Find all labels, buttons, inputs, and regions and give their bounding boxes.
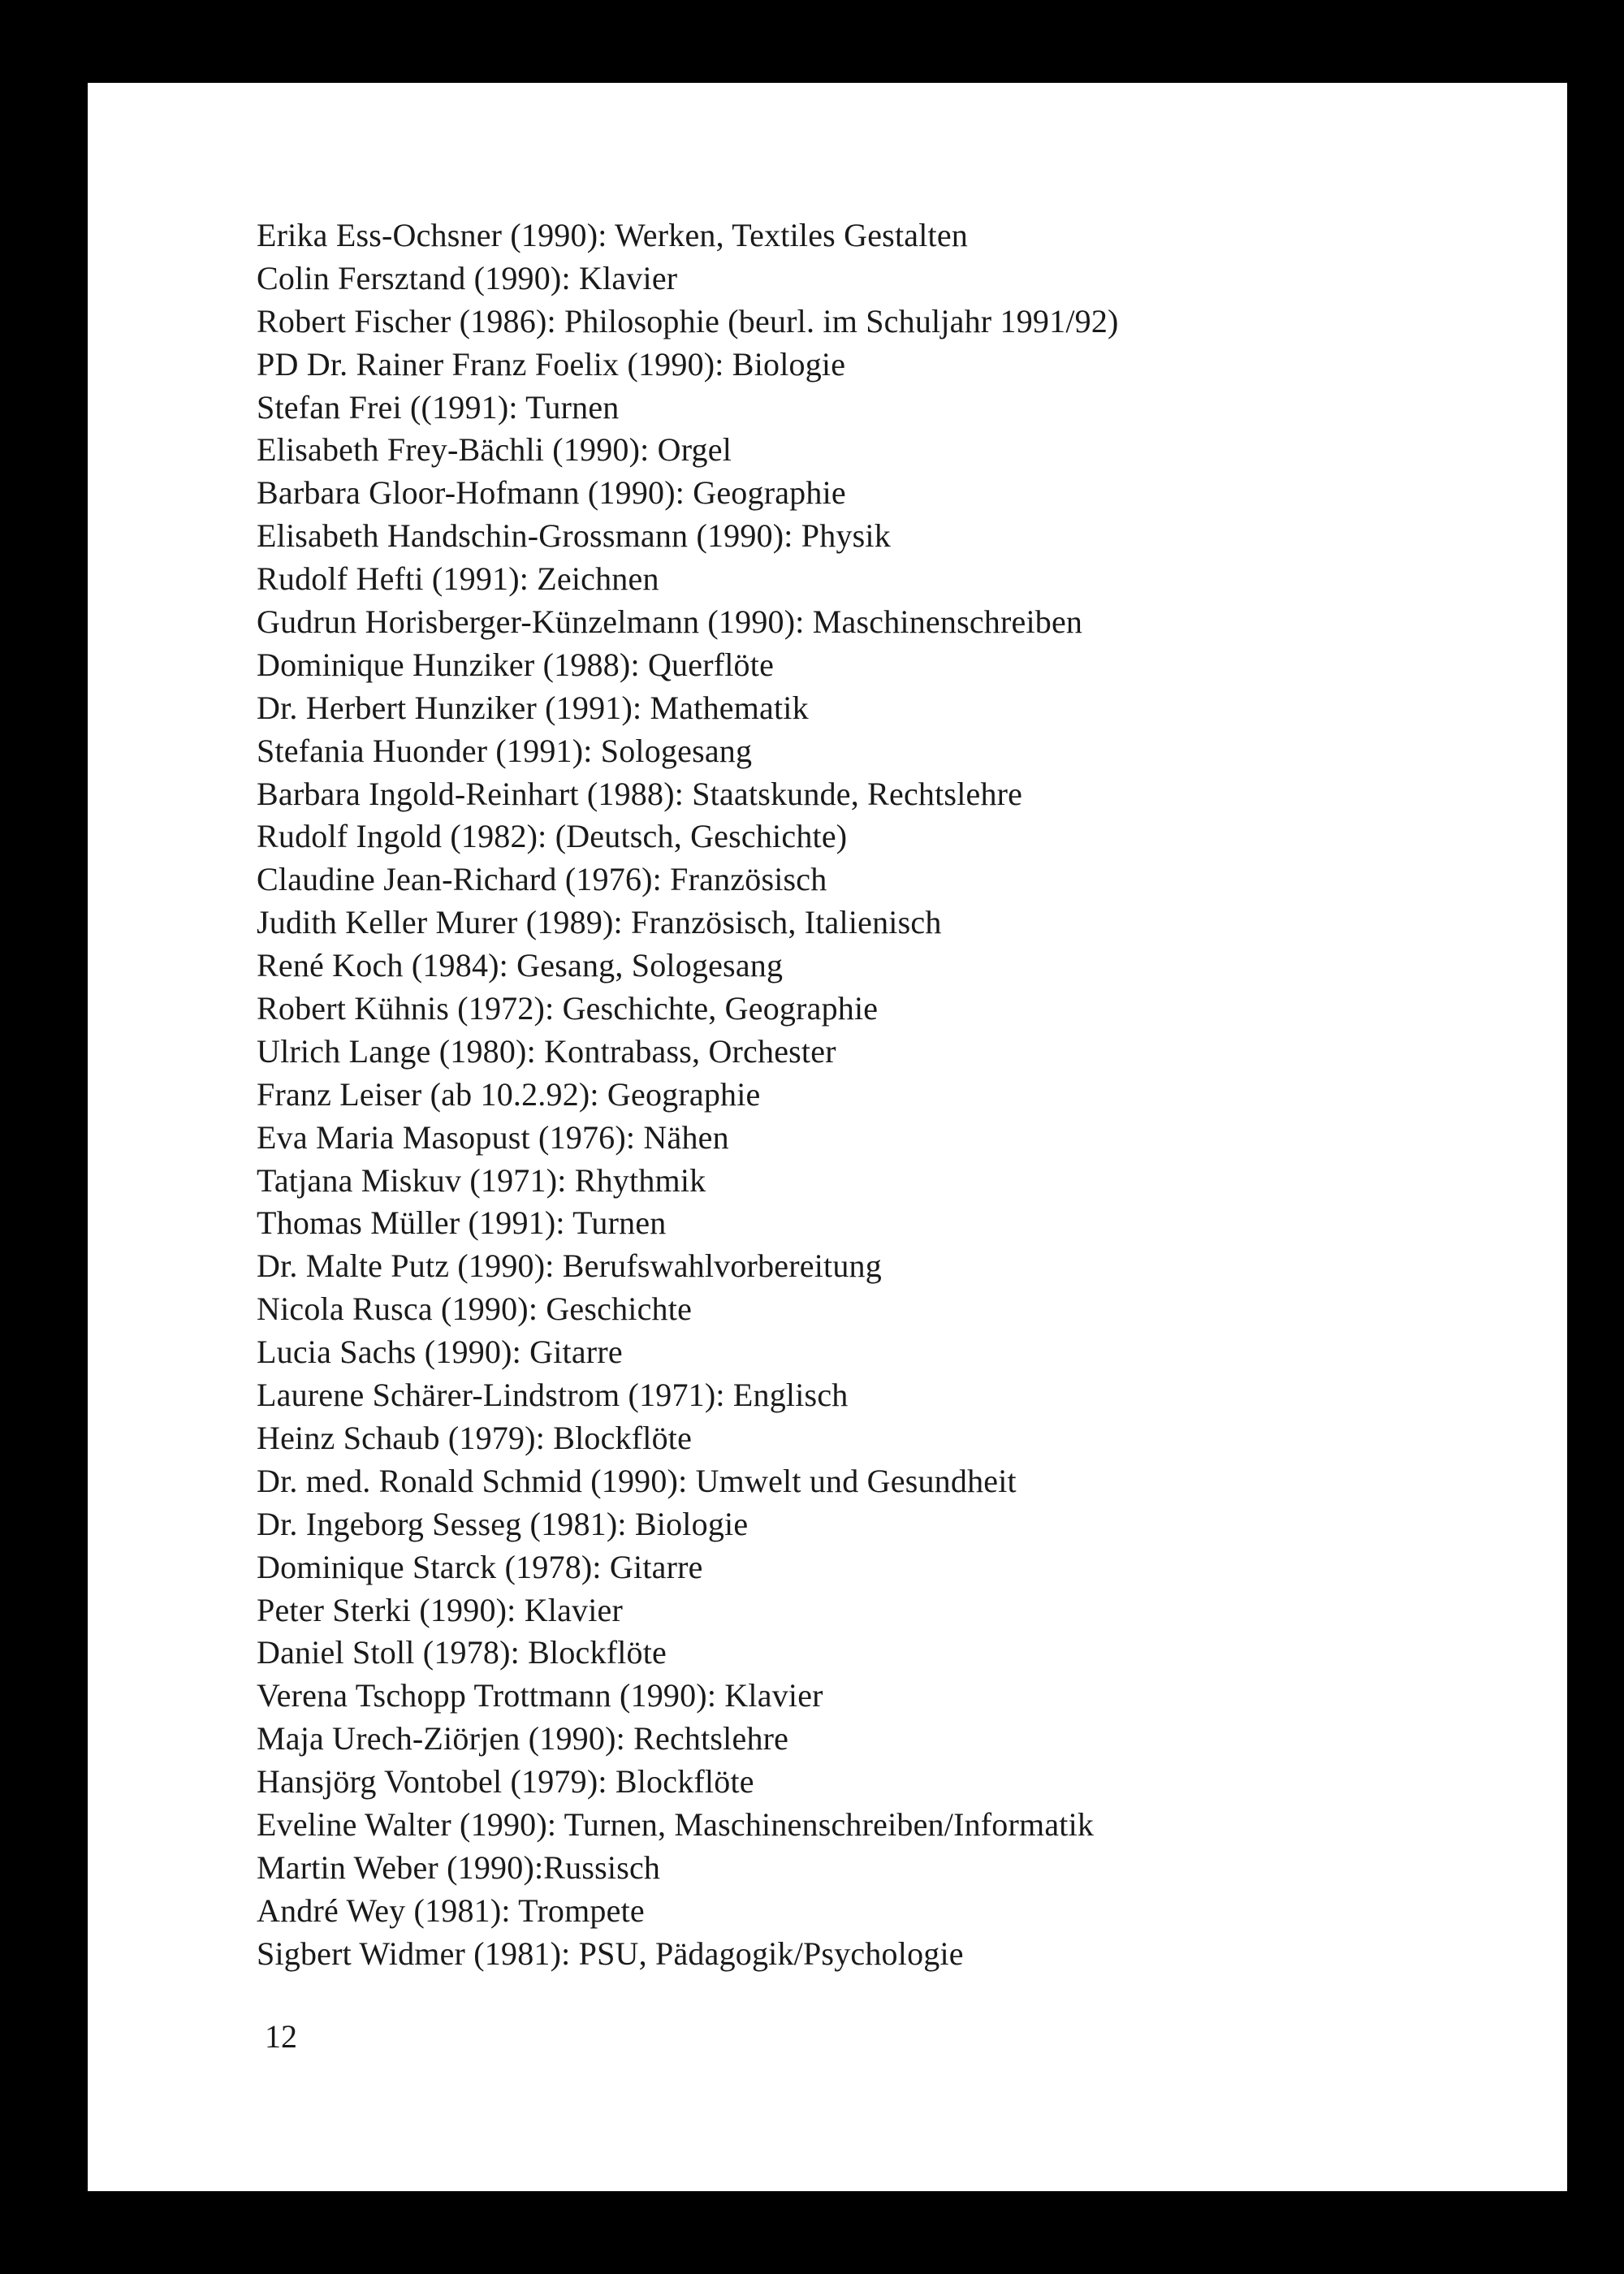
- list-item: Dominique Hunziker (1988): Querflöte: [257, 646, 775, 683]
- list-item: Franz Leiser (ab 10.2.92): Geographie: [257, 1075, 761, 1113]
- list-item: Hansjörg Vontobel (1979): Blockflöte: [257, 1763, 754, 1801]
- list-item: Barbara Ingold-Reinhart (1988): Staatskunde, Rechtslehre: [257, 775, 1023, 812]
- list-item: Robert Kühnis (1972): Geschichte, Geographie: [257, 990, 879, 1027]
- list-item: Sigbert Widmer (1981): PSU, Pädagogik/Psychologie: [257, 1935, 964, 1972]
- list-item: Peter Sterki (1990): Klavier: [257, 1591, 624, 1628]
- page-number: 12: [265, 2018, 297, 2055]
- list-item: Dr. med. Ronald Schmid (1990): Umwelt und Gesundheit: [257, 1462, 1017, 1499]
- list-item: Barbara Gloor-Hofmann (1990): Geographie: [257, 474, 846, 512]
- list-item: Laurene Schärer-Lindstrom (1971): Englisch: [257, 1377, 849, 1414]
- list-item: Martin Weber (1990):Russisch: [257, 1848, 661, 1886]
- list-item: Verena Tschopp Trottmann (1990): Klavier: [257, 1677, 823, 1714]
- list-item: Tatjana Miskuv (1971): Rhythmik: [257, 1161, 706, 1199]
- list-item: PD Dr. Rainer Franz Foelix (1990): Biologie: [257, 345, 846, 383]
- list-item: Robert Fischer (1986): Philosophie (beurl. im Schuljahr 1991/92): [257, 302, 1119, 339]
- list-item: Thomas Müller (1991): Turnen: [257, 1204, 667, 1242]
- document-page: [88, 83, 1567, 2191]
- list-item: Rudolf Ingold (1982): (Deutsch, Geschichte): [257, 818, 848, 855]
- list-item: René Koch (1984): Gesang, Sologesang: [257, 947, 784, 984]
- list-item: Heinz Schaub (1979): Blockflöte: [257, 1419, 693, 1456]
- list-item: Stefan Frei ((1991): Turnen: [257, 388, 620, 426]
- list-item: Daniel Stoll (1978): Blockflöte: [257, 1634, 667, 1671]
- list-item: Erika Ess-Ochsner (1990): Werken, Textiles Gestalten: [257, 217, 968, 253]
- list-item: Dr. Malte Putz (1990): Berufswahlvorbereitung: [257, 1247, 882, 1285]
- list-item: Eva Maria Masopust (1976): Nähen: [257, 1118, 729, 1156]
- list-item: André Wey (1981): Trompete: [257, 1891, 645, 1929]
- list-item: Elisabeth Handschin-Grossmann (1990): Physik: [257, 517, 891, 555]
- list-item: Stefania Huonder (1991): Sologesang: [257, 732, 753, 769]
- list-item: Dr. Ingeborg Sesseg (1981): Biologie: [257, 1505, 749, 1542]
- list-item: Claudine Jean-Richard (1976): Französisch: [257, 861, 827, 898]
- list-item: Gudrun Horisberger-Künzelmann (1990): Maschinenschreiben: [257, 603, 1083, 641]
- list-item: Rudolf Hefti (1991): Zeichnen: [257, 560, 659, 598]
- list-item: Elisabeth Frey-Bächli (1990): Orgel: [257, 431, 732, 469]
- list-item: Dominique Starck (1978): Gitarre: [257, 1548, 703, 1585]
- list-item: Maja Urech-Ziörjen (1990): Rechtslehre: [257, 1720, 789, 1757]
- list-item: Colin Fersztand (1990): Klavier: [257, 259, 678, 296]
- teacher-list: [257, 214, 1523, 1976]
- list-item: Nicola Rusca (1990): Geschichte: [257, 1290, 693, 1328]
- list-item: Eveline Walter (1990): Turnen, Maschinenschreiben/Informatik: [257, 1805, 1095, 1843]
- list-item: Judith Keller Murer (1989): Französisch, Italienisch: [257, 904, 942, 941]
- list-item: Lucia Sachs (1990): Gitarre: [257, 1334, 623, 1371]
- list-item: Dr. Herbert Hunziker (1991): Mathematik: [257, 689, 809, 726]
- list-item: Ulrich Lange (1980): Kontrabass, Orchester: [257, 1032, 836, 1070]
